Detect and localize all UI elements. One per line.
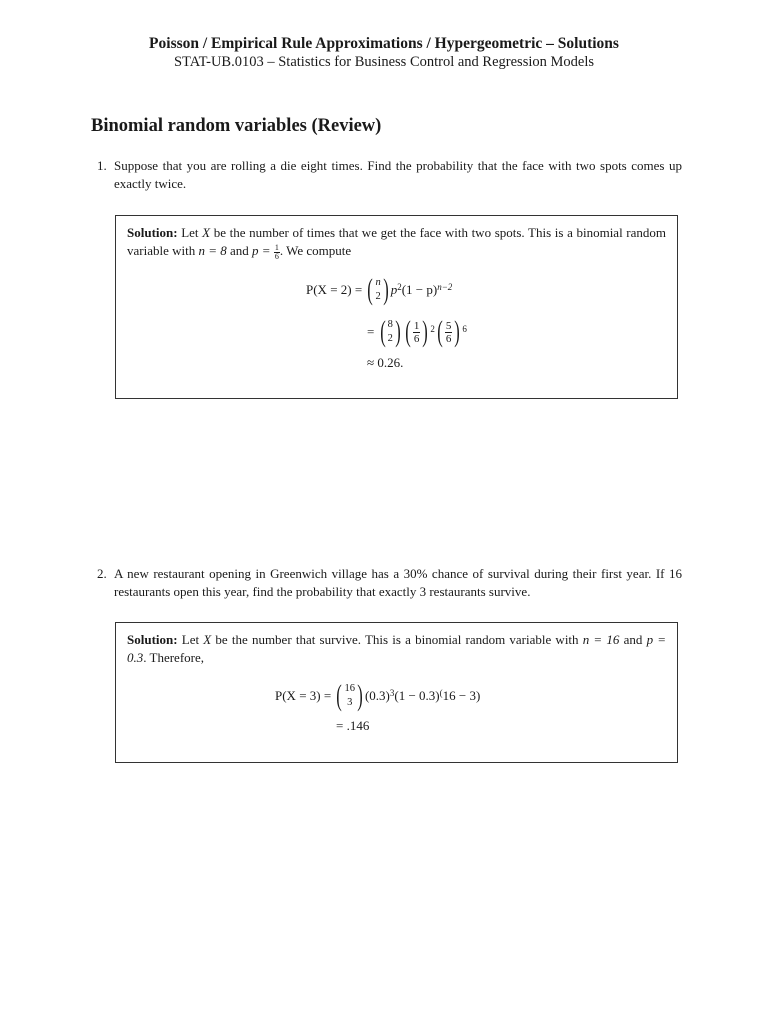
solution-text: Solution: Let X be the number of times that we get the face with two spots. This is a binomial random variable with n = 8 and p = $\frac{1}{6}$ . We compute <box>127 225 667 261</box>
solution-label: Solution: <box>127 225 178 240</box>
solution-label: Solution: <box>127 632 178 647</box>
binomial-coefficient: n 2 <box>375 277 381 302</box>
fraction: $\frac{5}{6}$ <box>445 319 452 345</box>
equation-line-2: = .146 <box>336 718 370 733</box>
equation-line-1: P(X = 3) = ( 16 3 ) (0.3) $^3$ (1 − 0.3) ( 16 − 3) <box>275 679 481 712</box>
problem-text: Suppose that you are rolling a die eight times. Find the probability that the face with two spots comes up exactly twice. <box>114 158 682 191</box>
section-heading: Binomial random variables (Review) <box>91 116 382 136</box>
p-fraction: $\frac{1}{6}$ <box>274 242 279 261</box>
variable-x: X <box>202 225 211 240</box>
variable-x: X <box>203 632 212 647</box>
n-value: n = 16 <box>582 632 620 647</box>
problem-number: 2. <box>97 566 107 581</box>
binomial-coefficient: 8 2 <box>387 319 393 344</box>
equation-line-1: P(X = 2) = ( n 2 ) p $^2$ (1 − p) $^{n-2}$ <box>306 273 453 306</box>
document-header <box>0 34 768 71</box>
document-title: Poisson / Empirical Rule Approximations / Hypergeometric – Solutions <box>149 35 619 52</box>
problem-2 <box>97 565 682 601</box>
p-value: p = 0.3 <box>127 632 667 665</box>
p-value: p = <box>252 243 271 258</box>
n-value: n = 8 <box>198 243 227 258</box>
fraction: $\frac{1}{6}$ <box>413 319 420 345</box>
problem-text: A new restaurant opening in Greenwich village has a 30% chance of survival during their first year. If 16 restaurants open this year, find the probability that exactly 3 restaurants survive. <box>114 566 682 599</box>
binomial-coefficient: 16 3 <box>344 683 355 708</box>
equation-line-3: ≈ 0.26. <box>367 355 404 370</box>
course-subtitle: STAT-UB.0103 – Statistics for Business Control and Regression Models <box>173 54 594 70</box>
equation-line-2: = ( 8 2 ) ( $\frac{1}{6}$ ) $^2$ ( $\frac{5}{6}$ ) $^6$ <box>367 315 467 348</box>
solution-box-1 <box>115 215 678 399</box>
problem-1 <box>97 157 682 193</box>
problem-number: 1. <box>97 158 107 173</box>
solution-text: Solution: Let X be the number that survive. This is a binomial random variable with n = 16 and p = 0.3. Therefore, <box>127 632 667 665</box>
